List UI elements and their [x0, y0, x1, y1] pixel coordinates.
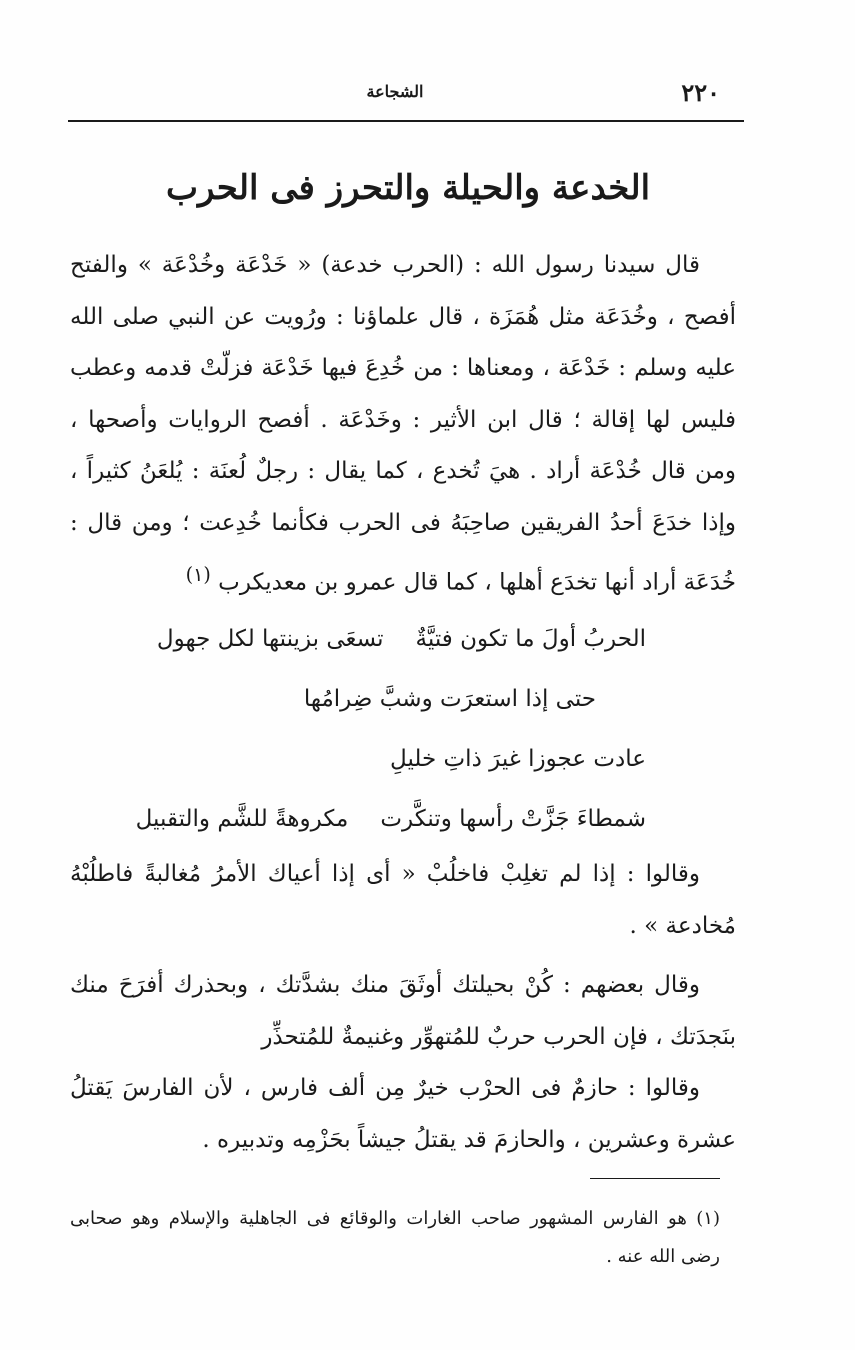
verse-first-hemistich: شمطاءَ جَزَّتْ رأسها وتنكَّرت: [380, 806, 646, 833]
paragraph-prudence: وقالوا : حازمٌ فى الحرْب خيرٌ مِن ألف فارس ، لأن الفارسَ يَقتلُ عشرة وعشرين ، والحازمَ قد يقتلُ جيشاً بحَزْمِه وتدبيره .: [70, 1075, 736, 1153]
footnote-1: (١) هو الفارس المشهور صاحب الغارات والوقائع فى الجاهلية والإسلام وهو صحابى رضى الله عنه .: [70, 1208, 720, 1267]
paragraph-proverb: وقالوا : إذا لم تغلِبْ فاخلُبْ « أى إذا أعياك الأمرُ مُغالبةً فاطلُبْهُ مُخادعة » .: [70, 861, 736, 939]
verse-line-4: [70, 789, 736, 849]
running-title: الشجاعة: [366, 82, 424, 101]
verse-second-hemistich: تسعَى بزينتها لكل جهول: [156, 626, 384, 653]
verse-line-1: [70, 609, 736, 669]
chapter-title: الخدعة والحيلة والتحرز فى الحرب: [165, 168, 651, 208]
footnote-marker: (١): [185, 563, 211, 586]
verse-line-2: [70, 669, 736, 729]
paragraph-text: قال سيدنا رسول الله : (الحرب خدعة) « خَدْعَة وخُدْعَة » والفتح أفصح ، وخُدَعَة مثل هُمَزَة ، قال علماؤنا : ورُويت عن النبي صلى الله عليه وسلم : خَدْعَة ، ومعناها : من خُدِعَ فيها خَدْعَة فزلّتْ قدمه وعطب فليس لها إقالة ؛ قال ابن الأثير : وخَدْعَة . أفصح الروايات وأصحها ، ومن قال خُدْعَة أراد . هيَ تُخدع ، كما يقال : رجلٌ لُعنَة : يُلعَنُ كثيراً ، وإذا خدَعَ أحدُ الفريقين صاحِبَهُ فى الحرب فكأنما خُدِعت ؛ ومن قال : خُدَعَة أراد أنها تخدَع أهلها ، كما قال عمرو بن معديكرب: [70, 252, 736, 596]
verse-first-hemistich: حتى إذا استعرَت وشبَّ ضِرامُها: [303, 686, 596, 713]
verse-line-3: [70, 729, 736, 789]
body-text: [70, 240, 736, 1166]
footnotes: [70, 1200, 720, 1276]
verse-second-hemistich: مكروهةً للشَّم والتقبيل: [135, 806, 349, 833]
header-rule: [68, 120, 744, 122]
footnote-rule: [590, 1178, 720, 1179]
running-head: [70, 78, 720, 108]
paragraph-hadith: [70, 240, 736, 609]
verse-first-hemistich: عادت عجوزا غيرَ ذاتِ خليلِ: [390, 746, 646, 773]
paragraph-cunning: وقال بعضهم : كُنْ بحيلتك أوثَقَ منك بشدَّتك ، وبحذرك أفرَحَ منك بنَجدَتك ، فإن الحرب حربٌ للمُتهوِّر وغنيمةٌ للمُتحذِّر: [70, 972, 736, 1050]
page-number: ٢٢٠: [681, 78, 720, 107]
verse-first-hemistich: الحربُ أولَ ما تكون فتيَّةٌ: [415, 626, 646, 653]
